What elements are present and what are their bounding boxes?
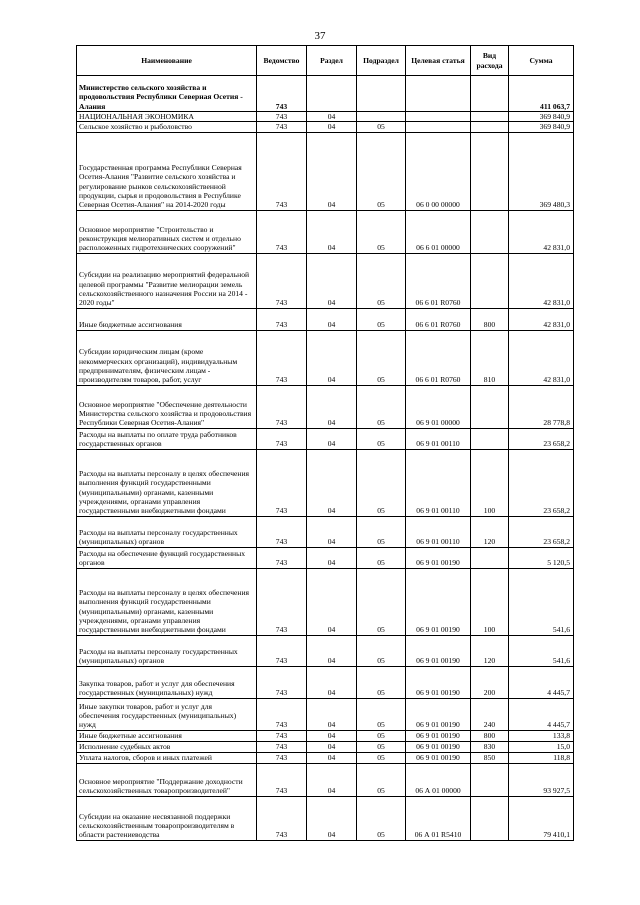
cell-name: Министерство сельского хозяйства и продовольствия Республики Северная Осетия - Алания [77, 76, 257, 112]
header-article: Целевая статья [406, 46, 471, 76]
cell-sum: 42 831,0 [509, 308, 574, 330]
table-row [77, 112, 574, 122]
cell-dept: 743 [257, 132, 307, 210]
cell-subsection: 05 [357, 730, 406, 741]
cell-article: 06 9 01 00110 [406, 449, 471, 516]
cell-article: 06 9 01 00190 [406, 741, 471, 752]
table-body [77, 76, 574, 841]
table-row [77, 516, 574, 547]
cell-sum: 23 658,2 [509, 516, 574, 547]
cell-type: 120 [471, 635, 509, 666]
cell-section: 04 [307, 516, 357, 547]
cell-sum: 369 840,9 [509, 112, 574, 122]
cell-subsection: 05 [357, 568, 406, 635]
cell-article: 06 9 01 00190 [406, 752, 471, 763]
cell-subsection: 05 [357, 635, 406, 666]
cell-type [471, 112, 509, 122]
cell-dept: 743 [257, 698, 307, 730]
cell-section: 04 [307, 308, 357, 330]
cell-name: НАЦИОНАЛЬНАЯ ЭКОНОМИКА [77, 112, 257, 122]
cell-section: 04 [307, 752, 357, 763]
cell-type [471, 132, 509, 210]
table-row [77, 698, 574, 730]
cell-type [471, 76, 509, 112]
table-row [77, 547, 574, 568]
cell-section: 04 [307, 330, 357, 385]
cell-article: 06 9 01 00190 [406, 547, 471, 568]
budget-table [76, 45, 574, 841]
cell-section: 04 [307, 741, 357, 752]
cell-sum: 369 480,3 [509, 132, 574, 210]
cell-subsection: 05 [357, 741, 406, 752]
cell-subsection: 05 [357, 428, 406, 449]
cell-name: Расходы на обеспечение функций государственных органов [77, 547, 257, 568]
cell-dept: 743 [257, 741, 307, 752]
cell-sum: 28 778,8 [509, 385, 574, 428]
cell-subsection: 05 [357, 330, 406, 385]
cell-sum: 42 831,0 [509, 210, 574, 253]
cell-article [406, 122, 471, 132]
cell-sum: 541,6 [509, 635, 574, 666]
cell-dept: 743 [257, 428, 307, 449]
cell-section: 04 [307, 122, 357, 132]
cell-sum: 118,8 [509, 752, 574, 763]
cell-article: 06 6 01 R0760 [406, 330, 471, 385]
cell-dept: 743 [257, 76, 307, 112]
cell-type: 120 [471, 516, 509, 547]
cell-type: 800 [471, 308, 509, 330]
table-row [77, 730, 574, 741]
cell-section: 04 [307, 796, 357, 840]
cell-subsection: 05 [357, 253, 406, 308]
header-dept: Ведомство [257, 46, 307, 76]
cell-sum: 23 658,2 [509, 449, 574, 516]
cell-name: Расходы на выплаты по оплате труда работников государственных органов [77, 428, 257, 449]
cell-name: Расходы на выплаты персоналу государственных (муниципальных) органов [77, 635, 257, 666]
cell-dept: 743 [257, 449, 307, 516]
cell-section: 04 [307, 698, 357, 730]
cell-name: Основное мероприятие "Строительство и реконструкция мелиоративных систем и отдельно расположенных гидротехнических сооружений" [77, 210, 257, 253]
cell-name: Основное мероприятие "Поддержание доходности сельскохозяйственных товаропроизводителей" [77, 763, 257, 796]
cell-name: Иные бюджетные ассигнования [77, 730, 257, 741]
header-section: Раздел [307, 46, 357, 76]
cell-article: 06 А 01 R5410 [406, 796, 471, 840]
table-row [77, 763, 574, 796]
cell-article: 06 А 01 00000 [406, 763, 471, 796]
cell-article: 06 9 01 00110 [406, 428, 471, 449]
cell-article: 06 9 01 00110 [406, 516, 471, 547]
cell-article: 06 9 01 00190 [406, 698, 471, 730]
cell-name: Сельское хозяйство и рыболовство [77, 122, 257, 132]
table-row [77, 330, 574, 385]
cell-subsection: 05 [357, 752, 406, 763]
cell-subsection: 05 [357, 132, 406, 210]
cell-type [471, 763, 509, 796]
cell-subsection: 05 [357, 666, 406, 698]
cell-section [307, 76, 357, 112]
cell-type [471, 385, 509, 428]
cell-dept: 743 [257, 568, 307, 635]
header-name: Наименование [77, 46, 257, 76]
cell-subsection: 05 [357, 763, 406, 796]
cell-section: 04 [307, 449, 357, 516]
cell-type [471, 428, 509, 449]
cell-dept: 743 [257, 635, 307, 666]
cell-dept: 743 [257, 308, 307, 330]
cell-type [471, 210, 509, 253]
table-row [77, 428, 574, 449]
cell-dept: 743 [257, 122, 307, 132]
table-row [77, 449, 574, 516]
table-row [77, 210, 574, 253]
cell-sum: 4 445,7 [509, 698, 574, 730]
cell-article: 06 9 01 00190 [406, 568, 471, 635]
header-sum: Сумма [509, 46, 574, 76]
cell-type [471, 547, 509, 568]
cell-section: 04 [307, 385, 357, 428]
cell-type: 810 [471, 330, 509, 385]
cell-subsection: 05 [357, 698, 406, 730]
cell-dept: 743 [257, 666, 307, 698]
cell-sum: 93 927,5 [509, 763, 574, 796]
cell-article: 06 9 01 00190 [406, 635, 471, 666]
cell-subsection: 05 [357, 385, 406, 428]
header-subsection: Подраздел [357, 46, 406, 76]
cell-section: 04 [307, 253, 357, 308]
table-row [77, 666, 574, 698]
cell-name: Субсидии на оказание несвязанной поддержки сельскохозяйственным товаропроизводителям в области растениеводства [77, 796, 257, 840]
cell-name: Субсидии юридическим лицам (кроме некоммерческих организаций), индивидуальным предпринимателям, физическим лицам - производителям товаров, работ, услуг [77, 330, 257, 385]
page-number: 37 [314, 30, 326, 42]
cell-dept: 743 [257, 253, 307, 308]
cell-name: Исполнение судебных актов [77, 741, 257, 752]
cell-dept: 743 [257, 752, 307, 763]
cell-sum: 541,6 [509, 568, 574, 635]
cell-article [406, 112, 471, 122]
cell-subsection: 05 [357, 210, 406, 253]
table-row [77, 635, 574, 666]
cell-type [471, 122, 509, 132]
cell-article: 06 6 01 R0760 [406, 308, 471, 330]
cell-name: Расходы на выплаты персоналу в целях обеспечения выполнения функций государственными (муниципальными) органами, казенными учреждениями, органами управления государственными внебюджетными фондами [77, 449, 257, 516]
cell-subsection: 05 [357, 308, 406, 330]
cell-sum: 42 831,0 [509, 330, 574, 385]
cell-article: 06 6 01 R0760 [406, 253, 471, 308]
cell-article: 06 9 01 00000 [406, 385, 471, 428]
cell-sum: 4 445,7 [509, 666, 574, 698]
table-row [77, 568, 574, 635]
cell-type: 100 [471, 449, 509, 516]
cell-sum: 15,0 [509, 741, 574, 752]
cell-sum: 133,8 [509, 730, 574, 741]
cell-type: 200 [471, 666, 509, 698]
table-row [77, 122, 574, 132]
cell-subsection [357, 76, 406, 112]
cell-name: Субсидии на реализацию мероприятий федеральной целевой программы "Развитие мелиорации земель сельскохозяйственного назначения России на 2014 - 2020 годы" [77, 253, 257, 308]
cell-subsection: 05 [357, 547, 406, 568]
cell-article: 06 9 01 00190 [406, 730, 471, 741]
cell-section: 04 [307, 666, 357, 698]
cell-dept: 743 [257, 763, 307, 796]
cell-type: 830 [471, 741, 509, 752]
cell-dept: 743 [257, 796, 307, 840]
cell-type [471, 253, 509, 308]
cell-type [471, 796, 509, 840]
cell-sum: 5 120,5 [509, 547, 574, 568]
cell-section: 04 [307, 730, 357, 741]
header-type: Вид расхода [471, 46, 509, 76]
table-row [77, 385, 574, 428]
cell-type: 100 [471, 568, 509, 635]
cell-section: 04 [307, 547, 357, 568]
cell-sum: 42 831,0 [509, 253, 574, 308]
cell-subsection: 05 [357, 449, 406, 516]
cell-section: 04 [307, 763, 357, 796]
cell-type: 850 [471, 752, 509, 763]
cell-name: Иные закупки товаров, работ и услуг для обеспечения государственных (муниципальных) нужд [77, 698, 257, 730]
cell-name: Основное мероприятие "Обеспечение деятельности Министерства сельского хозяйства и продовольствия Республики Северная Осетия-Алания" [77, 385, 257, 428]
table-row [77, 253, 574, 308]
cell-dept: 743 [257, 385, 307, 428]
cell-name: Государственная программа Республики Северная Осетия-Алания "Развитие сельского хозяйства и регулирование рынков сельскохозяйственной продукции, сырья и продовольствия в Республике Северная Осетия-Алания" на 2014-2020 годы [77, 132, 257, 210]
cell-dept: 743 [257, 730, 307, 741]
table-row [77, 752, 574, 763]
table-header-row [77, 46, 574, 76]
cell-section: 04 [307, 428, 357, 449]
cell-sum: 79 410,1 [509, 796, 574, 840]
table-row [77, 796, 574, 840]
cell-subsection: 05 [357, 122, 406, 132]
cell-article: 06 6 01 00000 [406, 210, 471, 253]
cell-dept: 743 [257, 547, 307, 568]
cell-name: Расходы на выплаты персоналу в целях обеспечения выполнения функций государственными (муниципальными) органами, казенными учреждениями, органами управления государственными внебюджетными фондами [77, 568, 257, 635]
cell-article: 06 0 00 00000 [406, 132, 471, 210]
cell-sum: 411 063,7 [509, 76, 574, 112]
cell-name: Уплата налогов, сборов и иных платежей [77, 752, 257, 763]
cell-section: 04 [307, 635, 357, 666]
cell-name: Закупка товаров, работ и услуг для обеспечения государственных (муниципальных) нужд [77, 666, 257, 698]
cell-section: 04 [307, 568, 357, 635]
cell-subsection: 05 [357, 516, 406, 547]
cell-section: 04 [307, 112, 357, 122]
table-row [77, 132, 574, 210]
cell-type: 800 [471, 730, 509, 741]
cell-subsection [357, 112, 406, 122]
cell-dept: 743 [257, 516, 307, 547]
cell-section: 04 [307, 210, 357, 253]
cell-name: Иные бюджетные ассигнования [77, 308, 257, 330]
cell-name: Расходы на выплаты персоналу государственных (муниципальных) органов [77, 516, 257, 547]
table-row [77, 741, 574, 752]
cell-article [406, 76, 471, 112]
cell-dept: 743 [257, 210, 307, 253]
table-row [77, 76, 574, 112]
cell-dept: 743 [257, 330, 307, 385]
cell-section: 04 [307, 132, 357, 210]
cell-article: 06 9 01 00190 [406, 666, 471, 698]
cell-sum: 369 840,9 [509, 122, 574, 132]
cell-sum: 23 658,2 [509, 428, 574, 449]
cell-dept: 743 [257, 112, 307, 122]
cell-subsection: 05 [357, 796, 406, 840]
table-row [77, 308, 574, 330]
cell-type: 240 [471, 698, 509, 730]
